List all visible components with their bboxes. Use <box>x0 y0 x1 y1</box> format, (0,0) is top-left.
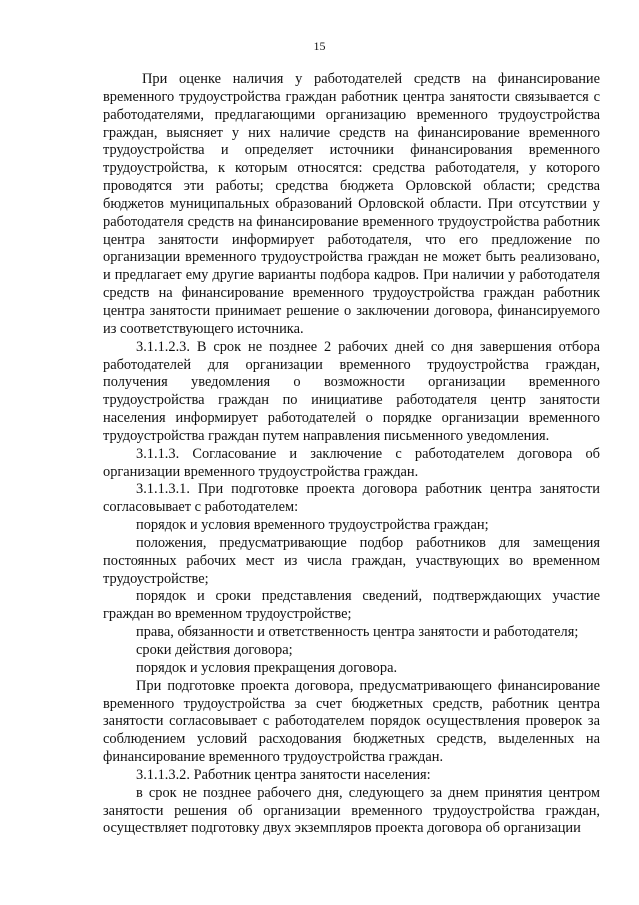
list-item-duration: сроки действия договора; <box>136 642 293 658</box>
paragraph-budget-funding: При подготовке проекта договора, предусматривающего финансирование временного трудоустройства за счет бюджетных средств, работник центра занятости согласовывает с работодателем порядок осуществления проверок за соблюдением условий расходования бюджетных средств, выделенных на финансирование временного трудоустройства граждан. <box>103 677 600 766</box>
list-item-provisions: положения, предусматривающие подбор работников для замещения постоянных рабочих мест из числа граждан, участвующих во временном трудоустройстве; <box>103 534 600 587</box>
list-item-termination: порядок и условия прекращения договора. <box>136 659 398 676</box>
paragraph-draft-preparation: в срок не позднее рабочего дня, следующего за днем принятия центром занятости решения об организации временного трудоустройства граждан, осуществляет подготовку двух экземпляров проекта договора об организации <box>103 784 600 837</box>
paragraph-3-1-1-3-1: 3.1.1.3.1. При подготовке проекта договора работник центра занятости согласовывает с работодателем: <box>103 481 600 516</box>
body-text <box>103 71 600 838</box>
paragraph-3-1-1-3: 3.1.1.3. Согласование и заключение с работодателем договора об организации временного трудоустройства граждан. <box>103 445 600 480</box>
paragraph-3-1-1-3-2: 3.1.1.3.2. Работник центра занятости населения: <box>136 766 431 783</box>
list-item-terms: порядок и условия временного трудоустройства граждан; <box>136 517 489 534</box>
paragraph-funding-assessment: При оценке наличия у работодателей средств на финансирование временного трудоустройства граждан работник центра занятости связывается с работодателями, предлагающими организацию временного трудоустройства граждан, выясняет у них наличие средств на финансирование временного трудоустройства и определяет источники финансирования временного трудоустройства, к которым относятся: средства работодателя, у которого проводятся эти работы; средства бюджета Орловской области; средства бюджетов муниципальных образований Орловской области. При отсутствии у работодателя средств на финансирование временного трудоустройства работник центра занятости информирует работодателя, что его предложение по организации временного трудоустройства граждан не может быть реализовано, и предлагает ему другие варианты подбора кадров. При наличии у работодателя средств на финансирование временного трудоустройства граждан работник центра занятости принимает решение о заключении договора, финансируемого из соответствующего источника. <box>103 71 600 337</box>
list-item-reporting: порядок и сроки представления сведений, подтверждающих участие граждан во временном трудоустройстве; <box>103 588 600 623</box>
list-item-rights: права, обязанности и ответственность центра занятости и работодателя; <box>136 624 579 641</box>
paragraph-3-1-1-2-3: 3.1.1.2.3. В срок не позднее 2 рабочих дней со дня завершения отбора работодателей для организации временного трудоустройства граждан, получения уведомления о возможности организации временного трудоустройства граждан по инициативе работодателя центр занятости населения информирует работодателей о порядке организации временного трудоустройства граждан путем направления письменного уведомления. <box>103 338 600 444</box>
page-number: 15 <box>313 39 326 53</box>
